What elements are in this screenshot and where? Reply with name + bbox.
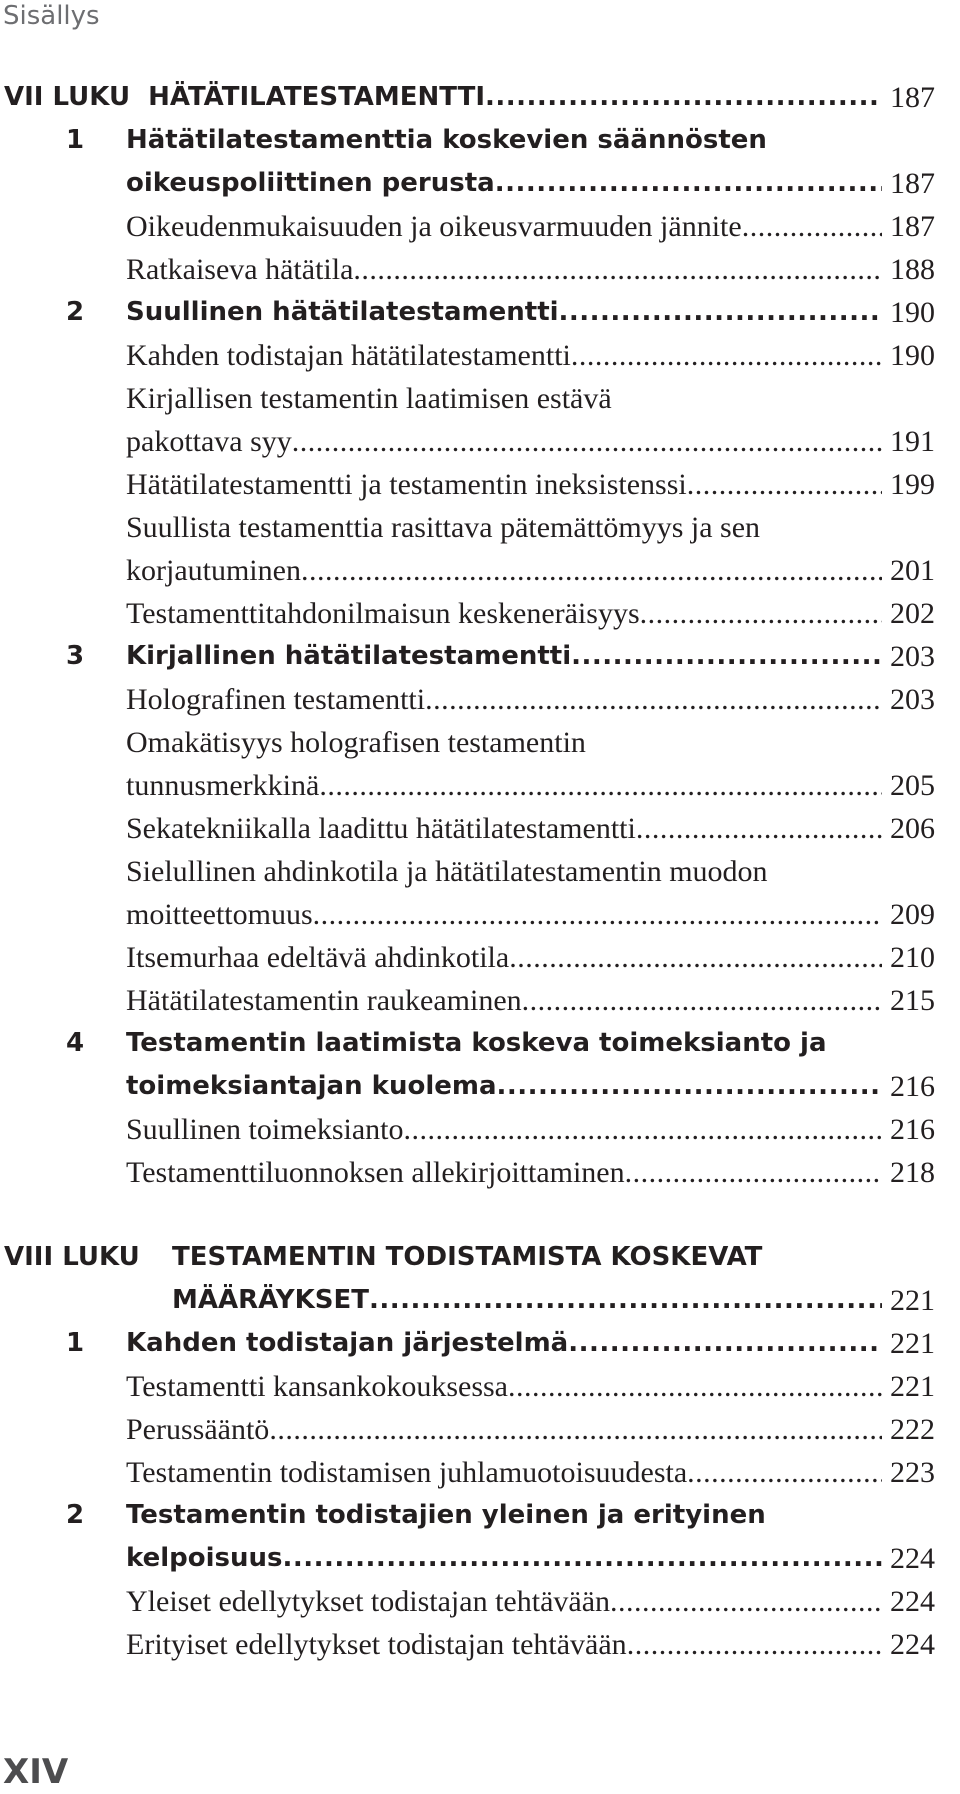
dot-leader: [610, 1580, 882, 1623]
chapter-label: VII LUKU: [4, 82, 131, 112]
dot-leader: [559, 291, 882, 334]
toc-entry[interactable]: [0, 248, 960, 291]
entry-title: Kirjallisen testamentin laatimisen estävä: [126, 382, 612, 415]
chapter-title: TESTAMENTIN TODISTAMISTA KOSKEVAT: [172, 1242, 763, 1272]
page-number: 199: [890, 468, 935, 501]
dot-leader: [509, 936, 882, 979]
section-number: 3: [66, 641, 85, 671]
toc-entry[interactable]: [0, 463, 960, 506]
page-folio: XIV: [3, 1752, 69, 1792]
dot-leader: [568, 1322, 882, 1365]
page-number: 221: [890, 1327, 935, 1360]
page-number: 188: [890, 253, 935, 286]
toc-entry[interactable]: [0, 334, 960, 377]
entry-title: Suullista testamenttia rasittava pätemättömyys ja sen: [126, 511, 761, 544]
entry-title: Ratkaiseva hätätila: [126, 253, 354, 286]
entry-title: Sekatekniikalla laadittu hätätilatestamentti: [126, 812, 636, 845]
toc-entry[interactable]: [0, 678, 960, 721]
dot-leader: [640, 592, 882, 635]
section-title: Suullinen hätätilatestamentti: [126, 297, 559, 327]
toc-entry[interactable]: [0, 979, 960, 1022]
toc-section[interactable]: [0, 291, 960, 334]
dot-leader: [369, 1279, 882, 1322]
section-title: Testamentin laatimista koskeva toimeksianto ja: [126, 1028, 827, 1058]
entry-title: Hätätilatestamentti ja testamentin ineksistenssi: [126, 468, 687, 501]
entry-title: Testamentin todistamisen juhlamuotoisuudesta: [126, 1456, 688, 1489]
dot-leader: [571, 635, 882, 678]
dot-leader: [495, 162, 882, 205]
page-number: 205: [890, 769, 935, 802]
page-number: 190: [890, 296, 935, 329]
toc-entry[interactable]: [0, 592, 960, 635]
page-number: 187: [890, 210, 935, 243]
dot-leader: [522, 979, 882, 1022]
section-number: 2: [66, 1500, 85, 1530]
dot-leader: [319, 764, 882, 807]
dot-leader: [627, 1623, 882, 1666]
dot-leader: [313, 893, 882, 936]
toc-entry: [0, 506, 960, 549]
toc-section-cont[interactable]: [0, 1065, 960, 1108]
entry-title: moitteettomuus: [126, 898, 313, 931]
toc-entry[interactable]: [0, 1623, 960, 1666]
page-number: 206: [890, 812, 935, 845]
toc-entry-cont[interactable]: [0, 893, 960, 936]
toc-entry[interactable]: [0, 1451, 960, 1494]
entry-title: Holografinen testamentti: [126, 683, 426, 716]
toc-entry: [0, 377, 960, 420]
page-number: 210: [890, 941, 935, 974]
dot-leader: [353, 248, 882, 291]
chapter-title: MÄÄRÄYKSET: [172, 1285, 369, 1315]
dot-leader: [687, 463, 882, 506]
page-number: 216: [890, 1070, 935, 1103]
entry-title: pakottava syy: [126, 425, 292, 458]
page-number: 221: [890, 1284, 935, 1317]
toc-entry[interactable]: [0, 1365, 960, 1408]
page-number: 187: [890, 167, 935, 200]
dot-leader: [269, 1408, 882, 1451]
page-number: 203: [890, 640, 935, 673]
dot-leader: [508, 1365, 882, 1408]
section-title: Hätätilatestamenttia koskevien säännösten: [126, 125, 767, 155]
entry-title: tunnusmerkkinä: [126, 769, 320, 802]
running-head: Sisällys: [3, 1, 100, 31]
entry-title: Hätätilatestamentin raukeaminen: [126, 984, 522, 1017]
dot-leader: [742, 205, 882, 248]
section-title: Kahden todistajan järjestelmä: [126, 1328, 569, 1358]
dot-leader: [485, 76, 882, 119]
dot-leader: [497, 1065, 883, 1108]
section-number: 2: [66, 297, 85, 327]
page-number: 190: [890, 339, 935, 372]
section-number: 1: [66, 125, 85, 155]
dot-leader: [687, 1451, 882, 1494]
page-number: 221: [890, 1370, 935, 1403]
section-title: kelpoisuus: [126, 1543, 283, 1573]
page-number: 202: [890, 597, 935, 630]
dot-leader: [301, 549, 882, 592]
entry-title: Sielullinen ahdinkotila ja hätätilatestamentin muodon: [126, 855, 768, 888]
entry-title: Testamentti kansankokouksessa: [126, 1370, 508, 1403]
entry-title: Erityiset edellytykset todistajan tehtävään: [126, 1628, 627, 1661]
entry-title: Omakätisyys holografisen testamentin: [126, 726, 586, 759]
page-number: 223: [890, 1456, 935, 1489]
page-number: 187: [890, 81, 935, 114]
toc-entry-cont[interactable]: [0, 549, 960, 592]
entry-title: Oikeudenmukaisuuden ja oikeusvarmuuden jännite: [126, 210, 742, 243]
page-number: 218: [890, 1156, 935, 1189]
entry-title: Perussääntö: [126, 1413, 270, 1446]
section-title: Testamentin todistajien yleinen ja erityinen: [126, 1500, 766, 1530]
toc-entry: [0, 850, 960, 893]
toc-entry: [0, 721, 960, 764]
page-number: 222: [890, 1413, 935, 1446]
toc-entry-cont[interactable]: [0, 420, 960, 463]
entry-title: Suullinen toimeksianto: [126, 1113, 404, 1146]
entry-title: korjautuminen: [126, 554, 301, 587]
page-number: 216: [890, 1113, 935, 1146]
dot-leader: [625, 1151, 882, 1194]
chapter-label: VIII LUKU: [4, 1242, 140, 1272]
dot-leader: [571, 334, 882, 377]
toc-section-cont[interactable]: [0, 162, 960, 205]
dot-leader: [292, 420, 882, 463]
dot-leader: [283, 1537, 883, 1580]
page-number: 215: [890, 984, 935, 1017]
entry-title: Kahden todistajan hätätilatestamentti: [126, 339, 571, 372]
entry-title: Testamenttitahdonilmaisun keskeneräisyys: [126, 597, 640, 630]
toc-entry[interactable]: [0, 1580, 960, 1623]
toc-section-cont[interactable]: [0, 1537, 960, 1580]
dot-leader: [636, 807, 882, 850]
page-number: 209: [890, 898, 935, 931]
toc-section[interactable]: [0, 635, 960, 678]
page-number: 203: [890, 683, 935, 716]
toc-entry[interactable]: [0, 936, 960, 979]
entry-title: Testamenttiluonnoksen allekirjoittaminen: [126, 1156, 625, 1189]
toc-entry[interactable]: [0, 205, 960, 248]
toc-chapter-8: [0, 1236, 960, 1279]
toc-section[interactable]: [0, 1322, 960, 1365]
toc-entry[interactable]: [0, 807, 960, 850]
toc-entry[interactable]: [0, 1408, 960, 1451]
dot-leader: [425, 678, 882, 721]
toc-entry[interactable]: [0, 1151, 960, 1194]
page-number: 224: [890, 1542, 935, 1575]
entry-title: Yleiset edellytykset todistajan tehtävään: [126, 1585, 611, 1618]
section-number: 1: [66, 1328, 85, 1358]
chapter-title: HÄTÄTILATESTAMENTTI: [148, 82, 486, 112]
section-number: 4: [66, 1028, 85, 1058]
dot-leader: [404, 1108, 883, 1151]
toc-entry[interactable]: [0, 1108, 960, 1151]
entry-title: Itsemurhaa edeltävä ahdinkotila: [126, 941, 510, 974]
toc-section: [0, 119, 960, 162]
page-number: 224: [890, 1585, 935, 1618]
page-number: 201: [890, 554, 935, 587]
toc-section: [0, 1494, 960, 1537]
page-number: 191: [890, 425, 935, 458]
toc-section: [0, 1022, 960, 1065]
toc-chapter-8-cont[interactable]: [0, 1279, 960, 1322]
toc-chapter-7[interactable]: [0, 76, 960, 119]
section-title: Kirjallinen hätätilatestamentti: [126, 641, 572, 671]
page-number: 224: [890, 1628, 935, 1661]
section-title: oikeuspoliittinen perusta: [126, 168, 495, 198]
section-title: toimeksiantajan kuolema: [126, 1071, 497, 1101]
toc-entry-cont[interactable]: [0, 764, 960, 807]
